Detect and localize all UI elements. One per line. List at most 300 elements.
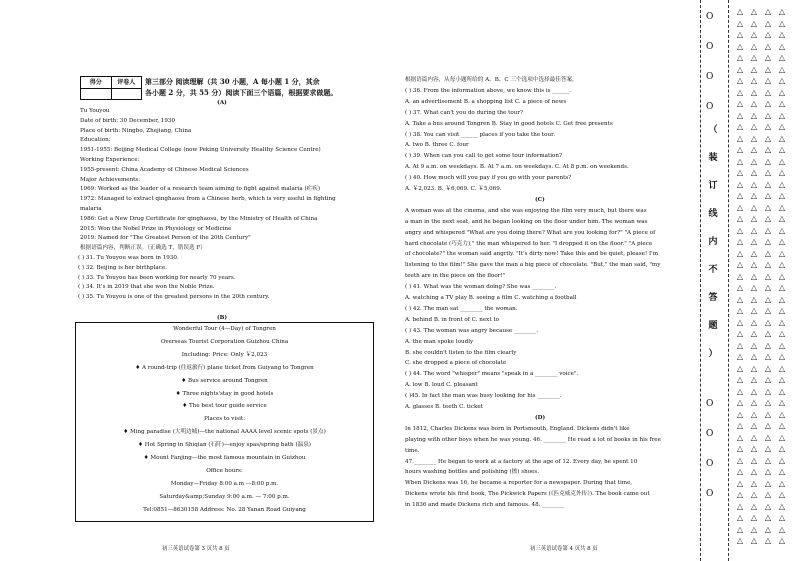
triangle-mark: △ bbox=[778, 179, 786, 189]
triangle-mark: △ bbox=[778, 363, 786, 373]
triangle-mark: △ bbox=[750, 294, 758, 304]
triangle-mark: △ bbox=[750, 386, 758, 396]
triangle-mark: △ bbox=[764, 386, 772, 396]
circle-mark: O bbox=[706, 429, 714, 439]
triangle-mark: △ bbox=[764, 53, 772, 62]
question-line: A. Take a bus around Tongren B. Stay in good hotels C. Get free presents bbox=[405, 120, 613, 127]
triangle-mark: △ bbox=[778, 444, 786, 453]
triangle-mark: △ bbox=[778, 156, 786, 166]
triangle-mark: △ bbox=[778, 64, 786, 74]
page-footer-right: 初三英语试卷第 4 页共 8 页 bbox=[530, 546, 598, 552]
question-line: time. bbox=[405, 447, 420, 454]
triangle-mark: △ bbox=[736, 145, 744, 154]
triangle-mark: △ bbox=[778, 421, 786, 430]
triangle-mark: △ bbox=[778, 87, 786, 97]
question-line: hours washing bottles and polishing (擦) shoes. bbox=[405, 469, 540, 476]
circle-mark: O bbox=[706, 42, 714, 52]
question-line: in 1836 and made Dickens rich and famous. 48. ________ bbox=[405, 502, 565, 509]
triangle-mark: △ bbox=[778, 41, 786, 51]
triangle-mark: △ bbox=[736, 260, 744, 269]
triangle-mark: △ bbox=[764, 30, 772, 39]
passage-line: Working Experience: bbox=[80, 157, 140, 163]
triangle-mark: △ bbox=[750, 202, 758, 212]
passage-line: 1986: Get a New Drug Certificate for qinghaosu, by the Ministry of Health of China bbox=[80, 215, 318, 222]
question-line: A. At 9 a.m. on weekdays. B. At 7 a.m. on weekdays. C. At 8 p.m. on weekends. bbox=[405, 164, 629, 171]
question-line: angry and whispered "What are you doing there? What are you looking for?" "A piece of bbox=[405, 229, 656, 236]
triangle-mark: △ bbox=[736, 225, 744, 235]
passage-line: 2015: Won the Nobel Prize in Physiology or Medicine bbox=[80, 225, 232, 232]
passage-line: Education: bbox=[80, 137, 111, 144]
triangle-mark: △ bbox=[750, 501, 758, 511]
question-line: C. she dropped a piece of chocolate bbox=[405, 360, 507, 367]
score-label: 得分 bbox=[81, 77, 112, 88]
triangle-mark: △ bbox=[764, 421, 772, 430]
triangle-mark: △ bbox=[750, 237, 758, 246]
triangle-mark: △ bbox=[736, 340, 744, 350]
triangle-mark: △ bbox=[764, 513, 772, 522]
triangle-mark: △ bbox=[764, 524, 772, 534]
triangle-mark: △ bbox=[764, 317, 772, 327]
triangle-mark: △ bbox=[750, 306, 758, 315]
tour-line: Including: Price: Only ￥2,023 bbox=[181, 351, 268, 358]
triangle-mark: △ bbox=[778, 168, 786, 177]
triangle-mark: △ bbox=[778, 409, 786, 419]
tour-line: ♦ Mount Fanjing—the most famous mountain in Guizhou bbox=[143, 455, 306, 461]
triangle-mark: △ bbox=[750, 7, 758, 16]
triangle-mark: △ bbox=[750, 363, 758, 373]
triangle-mark: △ bbox=[764, 122, 772, 131]
triangle-mark: △ bbox=[736, 329, 744, 338]
triangle-mark: △ bbox=[764, 168, 772, 177]
triangle-mark: △ bbox=[778, 455, 786, 465]
triangle-mark: △ bbox=[750, 375, 758, 384]
section-b-heading: (B) bbox=[216, 315, 228, 321]
triangle-mark: △ bbox=[736, 294, 744, 304]
question-line: ( ) 38. You can visit ______ places if you take the tour. bbox=[405, 131, 555, 138]
question-line: A. an advertisement B. a shopping list C. a piece of news bbox=[405, 98, 567, 105]
question-line: A. watching a TV play B. seeing a film C. watching a football bbox=[405, 295, 577, 301]
triangle-mark: △ bbox=[764, 271, 772, 281]
triangle-mark: △ bbox=[764, 156, 772, 166]
triangle-mark: △ bbox=[764, 455, 772, 465]
triangle-mark: △ bbox=[764, 444, 772, 453]
triangle-mark: △ bbox=[778, 490, 786, 499]
triangle-mark: △ bbox=[750, 271, 758, 281]
triangle-mark: △ bbox=[736, 513, 744, 522]
tour-line: Tel:0851—8630158 Address: No. 28 Yanan Road Guiyang bbox=[143, 506, 306, 513]
question-line: 根据语篇内容，从每小题所给的 A、B、C 三个选项中选择最佳答案。 bbox=[405, 77, 578, 83]
passage-line: Major Achievements: bbox=[80, 176, 141, 183]
triangle-mark: △ bbox=[750, 444, 758, 453]
question-line: ( ) 44. The word "whisper" means "speak in a ________ voice". bbox=[405, 371, 579, 378]
question-line: When Dickens was 16, he became a reporter for a newspaper. During that time, bbox=[405, 480, 633, 487]
triangle-mark: △ bbox=[764, 329, 772, 338]
triangle-mark: △ bbox=[778, 145, 786, 154]
triangle-mark: △ bbox=[750, 432, 758, 442]
triangle-mark: △ bbox=[736, 283, 744, 292]
tour-line: Overseas Tourist Corporation Guizhou China bbox=[160, 338, 289, 345]
triangle-mark: △ bbox=[764, 41, 772, 51]
triangle-mark: △ bbox=[750, 133, 758, 143]
triangle-mark: △ bbox=[778, 398, 786, 407]
triangle-mark: △ bbox=[764, 87, 772, 97]
tour-line: ♦ Bus service around Tongren bbox=[181, 377, 268, 384]
triangle-mark: △ bbox=[750, 122, 758, 131]
question-line: ( ) 36. From the information above, we know this is ______. bbox=[405, 87, 571, 94]
question-line: ( ) 40. How much will you pay if you go with your parents? bbox=[405, 175, 572, 182]
triangle-column-3 bbox=[764, 6, 772, 547]
triangle-mark: △ bbox=[750, 87, 758, 97]
triangle-mark: △ bbox=[778, 53, 786, 62]
passage-line: ( ) 33. Tu Youyou has been working for nearly 70 years. bbox=[78, 274, 236, 281]
triangle-mark: △ bbox=[736, 421, 744, 430]
triangle-mark: △ bbox=[750, 467, 758, 476]
binding-char: 不 bbox=[708, 265, 718, 275]
triangle-mark: △ bbox=[778, 99, 786, 108]
triangle-mark: △ bbox=[736, 64, 744, 74]
question-line: A. behind B. in front of C. next to bbox=[405, 316, 499, 323]
triangle-mark: △ bbox=[750, 455, 758, 465]
triangle-mark: △ bbox=[736, 53, 744, 62]
triangle-mark: △ bbox=[750, 478, 758, 488]
question-line: ( ) 43. The woman was angry because ________. bbox=[405, 327, 539, 334]
triangle-mark: △ bbox=[764, 352, 772, 361]
triangle-mark: △ bbox=[778, 513, 786, 522]
triangle-mark: △ bbox=[750, 260, 758, 269]
triangle-mark: △ bbox=[778, 294, 786, 304]
triangle-mark: △ bbox=[778, 133, 786, 143]
triangle-mark: △ bbox=[764, 7, 772, 16]
triangle-mark: △ bbox=[778, 306, 786, 315]
triangle-mark: △ bbox=[750, 283, 758, 292]
binding-char: 线 bbox=[708, 209, 718, 219]
triangle-mark: △ bbox=[764, 133, 772, 143]
binding-char: 答 bbox=[708, 293, 718, 303]
section-title bbox=[145, 76, 337, 98]
grader-label: 评卷人 bbox=[117, 79, 136, 86]
binding-line-1 bbox=[700, 0, 701, 561]
triangle-mark: △ bbox=[750, 53, 758, 62]
triangle-mark: △ bbox=[736, 363, 744, 373]
page-footer-left: 初三英语试卷第 3 页共 8 页 bbox=[162, 546, 230, 552]
triangle-mark: △ bbox=[778, 478, 786, 488]
triangle-mark: △ bbox=[750, 352, 758, 361]
score-box bbox=[80, 76, 142, 100]
triangle-mark: △ bbox=[764, 340, 772, 350]
triangle-mark: △ bbox=[736, 122, 744, 131]
left-page bbox=[72, 0, 372, 561]
section-a-heading: (A) bbox=[217, 100, 227, 106]
triangle-mark: △ bbox=[736, 168, 744, 177]
triangle-mark: △ bbox=[778, 524, 786, 534]
tour-advert-box bbox=[75, 322, 374, 522]
triangle-mark: △ bbox=[750, 30, 758, 39]
triangle-mark: △ bbox=[764, 490, 772, 499]
triangle-mark: △ bbox=[736, 110, 744, 120]
question-line: teeth are in the piece on the floor!" bbox=[405, 273, 506, 280]
triangle-mark: △ bbox=[736, 237, 744, 246]
question-line: Dickens wrote his first book, The Pickwick Papers (《匹克威克外传》). The book came out bbox=[405, 491, 650, 498]
triangle-mark: △ bbox=[736, 214, 744, 223]
triangle-mark: △ bbox=[736, 306, 744, 315]
triangle-mark: △ bbox=[778, 283, 786, 292]
triangle-mark: △ bbox=[778, 536, 786, 545]
triangle-column-4 bbox=[778, 6, 786, 547]
circle-mark: O bbox=[706, 72, 714, 82]
triangle-mark: △ bbox=[764, 110, 772, 120]
triangle-mark: △ bbox=[778, 329, 786, 338]
triangle-mark: △ bbox=[736, 99, 744, 108]
triangle-mark: △ bbox=[736, 501, 744, 511]
tour-line: Office hours: bbox=[206, 467, 243, 474]
passage-line: ( ) 35. Tu Youyou is one of the greatest persons in the 20th century. bbox=[78, 294, 270, 301]
tour-line: Wonderful Tour (4—Day) of Tongren bbox=[173, 326, 276, 332]
question-line: hard chocolate (巧克力)," the man whispered to her. "I dropped it on the floor." "A piece bbox=[405, 240, 653, 247]
triangle-mark: △ bbox=[778, 237, 786, 246]
question-line: a man in the next seat, and he began looking on the floor under him. The woman was bbox=[405, 218, 648, 225]
triangle-mark: △ bbox=[778, 501, 786, 511]
triangle-mark: △ bbox=[750, 168, 758, 177]
triangle-mark: △ bbox=[736, 76, 744, 85]
passage-line: 根据语篇内容，判断正误。（正确选 T，错误选 F） bbox=[80, 245, 206, 252]
question-line: ( ) 42. The man sat ________ the woman. bbox=[405, 305, 518, 312]
triangle-mark: △ bbox=[764, 99, 772, 108]
triangle-mark: △ bbox=[750, 41, 758, 51]
triangle-mark: △ bbox=[778, 248, 786, 258]
triangle-mark: △ bbox=[736, 478, 744, 488]
triangle-mark: △ bbox=[764, 214, 772, 223]
triangle-mark: △ bbox=[750, 18, 758, 28]
triangle-mark: △ bbox=[736, 398, 744, 407]
tour-line: Monday—Friday 8:00 a.m —8:00 p.m. bbox=[170, 480, 279, 487]
triangle-mark: △ bbox=[764, 225, 772, 235]
circle-mark: O bbox=[706, 102, 714, 112]
question-line: 47.________ He began to work at a factory at the age of 12. Every day, he spent 10 bbox=[405, 458, 638, 465]
triangle-mark: △ bbox=[736, 7, 744, 16]
question-line: ( )45. In fact the man was busy looking for his ________. bbox=[405, 393, 562, 400]
passage-line: 1955-present: China Academy of Chinese Medical Sciences bbox=[80, 166, 249, 173]
triangle-mark: △ bbox=[750, 317, 758, 327]
triangle-mark: △ bbox=[764, 202, 772, 212]
triangle-mark: △ bbox=[736, 248, 744, 258]
tour-line: ♦ Three nights'stay in good hotels bbox=[175, 390, 274, 397]
triangle-mark: △ bbox=[778, 18, 786, 28]
triangle-mark: △ bbox=[750, 409, 758, 419]
question-line: listening to the film!" She gave the man a big piece of chocolate. "But," the man said, "my bbox=[405, 262, 661, 269]
triangle-mark: △ bbox=[778, 386, 786, 396]
triangle-mark: △ bbox=[764, 375, 772, 384]
question-line: In 1812, Charles Dickens was born in Portsmouth, England. Dickens didn't like bbox=[405, 425, 630, 432]
question-line: (C) bbox=[535, 196, 545, 203]
triangle-mark: △ bbox=[736, 375, 744, 384]
question-line: A. ￥2,023. B. ￥6,069. C. ￥5,069. bbox=[405, 186, 502, 192]
triangle-mark: △ bbox=[736, 386, 744, 396]
triangle-mark: △ bbox=[778, 260, 786, 269]
tour-line: ♦ Ming paradise (大明边城)—the national AAAA level scenic spots (景点) bbox=[123, 429, 326, 436]
triangle-mark: △ bbox=[750, 490, 758, 499]
triangle-mark: △ bbox=[778, 76, 786, 85]
question-line: A. the man spoke loudly bbox=[405, 338, 474, 345]
question-line: A woman was at the cinema, and she was enjoying the film very much, but there was bbox=[405, 207, 647, 214]
triangle-column-2 bbox=[750, 6, 758, 547]
triangle-mark: △ bbox=[736, 202, 744, 212]
question-line: A. two B. three C. four bbox=[405, 142, 469, 149]
triangle-mark: △ bbox=[736, 536, 744, 545]
binding-char: （ bbox=[708, 125, 718, 135]
triangle-mark: △ bbox=[764, 283, 772, 292]
triangle-mark: △ bbox=[778, 375, 786, 384]
question-line: playing with other boys when he was young. 46. ________ He read a lot of books in his free bbox=[405, 436, 661, 443]
passage-line: Place of birth: Ningbo, Zhejiang, China bbox=[80, 127, 192, 134]
triangle-mark: △ bbox=[736, 133, 744, 143]
triangle-mark: △ bbox=[778, 110, 786, 120]
binding-margin bbox=[688, 0, 794, 561]
triangle-column-1 bbox=[736, 6, 744, 547]
passage-line: 2019: Named for "The Greatest Person of the 20th Century" bbox=[80, 235, 251, 242]
question-line: ( ) 37. What can't you do during the tour? bbox=[405, 109, 524, 116]
triangle-mark: △ bbox=[764, 248, 772, 258]
triangle-mark: △ bbox=[778, 432, 786, 442]
triangle-mark: △ bbox=[736, 191, 744, 200]
triangle-mark: △ bbox=[736, 467, 744, 476]
passage-line: 1969: Worked as the leader of a research team aiming to fight against malaria (疟疾) bbox=[80, 186, 321, 193]
binding-char: 题 bbox=[708, 321, 718, 331]
triangle-mark: △ bbox=[764, 306, 772, 315]
triangle-mark: △ bbox=[750, 110, 758, 120]
binding-char: 装 bbox=[708, 153, 718, 163]
triangle-mark: △ bbox=[764, 398, 772, 407]
question-line: A. glasses B. teeth C. ticket bbox=[405, 404, 483, 410]
triangle-mark: △ bbox=[764, 409, 772, 419]
triangle-mark: △ bbox=[750, 421, 758, 430]
triangle-mark: △ bbox=[778, 317, 786, 327]
passage-line: Tu Youyou bbox=[80, 108, 110, 114]
triangle-mark: △ bbox=[764, 18, 772, 28]
triangle-mark: △ bbox=[778, 352, 786, 361]
triangle-mark: △ bbox=[778, 271, 786, 281]
triangle-mark: △ bbox=[736, 18, 744, 28]
passage-line: Date of birth: 30 December, 1930 bbox=[80, 117, 176, 124]
triangle-mark: △ bbox=[750, 225, 758, 235]
triangle-mark: △ bbox=[778, 467, 786, 476]
circle-mark: O bbox=[706, 399, 714, 409]
triangle-mark: △ bbox=[764, 64, 772, 74]
passage-line: ( ) 32. Beijing is her birthplace. bbox=[78, 264, 167, 271]
triangle-mark: △ bbox=[736, 432, 744, 442]
triangle-mark: △ bbox=[764, 432, 772, 442]
triangle-mark: △ bbox=[764, 363, 772, 373]
triangle-mark: △ bbox=[778, 122, 786, 131]
triangle-mark: △ bbox=[736, 352, 744, 361]
triangle-mark: △ bbox=[764, 76, 772, 85]
tour-line: Saturday&amp;Sunday 9:00 a.m. — 7:00 p.m. bbox=[159, 493, 290, 500]
triangle-mark: △ bbox=[736, 179, 744, 189]
triangle-mark: △ bbox=[750, 191, 758, 200]
passage-line: 1951-1955: Beijing Medical College (now Peking University Healthy Science Centre) bbox=[80, 147, 321, 154]
triangle-mark: △ bbox=[736, 524, 744, 534]
tour-line: ♦ A round-trip (往返旅行) plane ticket from Guiyang to Tongren bbox=[135, 364, 314, 371]
circle-mark: O bbox=[706, 489, 714, 499]
triangle-mark: △ bbox=[736, 490, 744, 499]
passage-line: malaria bbox=[80, 206, 102, 212]
triangle-mark: △ bbox=[764, 191, 772, 200]
triangle-mark: △ bbox=[764, 536, 772, 545]
triangle-mark: △ bbox=[764, 467, 772, 476]
triangle-mark: △ bbox=[750, 248, 758, 258]
section-title-line-1: 第三部分 阅读理解（共 30 小题，A 每小题 1 分，其余 bbox=[145, 77, 320, 86]
right-page bbox=[405, 0, 675, 561]
triangle-mark: △ bbox=[750, 179, 758, 189]
passage-line: ( ) 31. Tu Youyou was born in 1930. bbox=[78, 255, 179, 261]
triangle-mark: △ bbox=[750, 513, 758, 522]
triangle-mark: △ bbox=[750, 156, 758, 166]
triangle-mark: △ bbox=[750, 329, 758, 338]
question-line: B. she couldn't listen to the film clearly bbox=[405, 349, 517, 356]
binding-char: ） bbox=[708, 349, 718, 359]
triangle-mark: △ bbox=[778, 191, 786, 200]
question-line: (D) bbox=[535, 414, 546, 421]
triangle-mark: △ bbox=[750, 536, 758, 545]
tour-line: ♦ Hot Spring in Shiqian (石阡)—enjoy spas/spring bath (温泉) bbox=[138, 442, 311, 449]
triangle-mark: △ bbox=[736, 455, 744, 465]
triangle-mark: △ bbox=[750, 398, 758, 407]
triangle-mark: △ bbox=[764, 478, 772, 488]
triangle-mark: △ bbox=[778, 30, 786, 39]
triangle-mark: △ bbox=[778, 214, 786, 223]
triangle-mark: △ bbox=[750, 340, 758, 350]
triangle-mark: △ bbox=[736, 271, 744, 281]
triangle-mark: △ bbox=[778, 340, 786, 350]
passage-line: ( ) 34. It's in 2019 that she won the Noble Prize. bbox=[78, 284, 215, 291]
passage-line: 1972: Managed to extract qinghaosu from a Chinese herb, which is very useful in fighting bbox=[80, 196, 336, 203]
triangle-mark: △ bbox=[750, 524, 758, 534]
triangle-mark: △ bbox=[764, 145, 772, 154]
question-line: of chocolate?" the woman said angrily. "It's dirty now! Take this and be quiet, please! I'm bbox=[405, 251, 659, 258]
triangle-mark: △ bbox=[764, 501, 772, 511]
triangle-mark: △ bbox=[778, 225, 786, 235]
triangle-mark: △ bbox=[736, 156, 744, 166]
tour-line: Places to visit: bbox=[203, 416, 246, 423]
triangle-mark: △ bbox=[750, 76, 758, 85]
triangle-mark: △ bbox=[778, 202, 786, 212]
question-line: ( ) 41. What was the woman doing? She was ________. bbox=[405, 284, 557, 291]
binding-char: 内 bbox=[708, 237, 718, 247]
triangle-mark: △ bbox=[750, 99, 758, 108]
triangle-mark: △ bbox=[778, 7, 786, 16]
question-line: A. low B. loud C. pleasant bbox=[405, 382, 478, 389]
score-cell[interactable] bbox=[81, 89, 112, 100]
binding-line-2 bbox=[728, 0, 729, 561]
binding-char: 订 bbox=[708, 181, 718, 191]
triangle-mark: △ bbox=[750, 145, 758, 154]
triangle-mark: △ bbox=[764, 294, 772, 304]
grader-cell[interactable] bbox=[112, 89, 142, 100]
question-line: ( ) 39. When can you call to get some tour information? bbox=[405, 153, 562, 160]
triangle-mark: △ bbox=[736, 444, 744, 453]
triangle-mark: △ bbox=[736, 30, 744, 39]
triangle-mark: △ bbox=[764, 237, 772, 246]
triangle-mark: △ bbox=[736, 409, 744, 419]
triangle-mark: △ bbox=[750, 64, 758, 74]
triangle-mark: △ bbox=[736, 87, 744, 97]
section-title-line-2: 各小题 2 分，共 55 分）阅读下面三个语篇，根据要求做题。 bbox=[145, 88, 338, 97]
circle-mark: O bbox=[706, 459, 714, 469]
triangle-mark: △ bbox=[736, 41, 744, 51]
triangle-mark: △ bbox=[764, 179, 772, 189]
tour-line: ♦ The best tour guide service bbox=[182, 403, 267, 410]
triangle-mark: △ bbox=[736, 317, 744, 327]
triangle-mark: △ bbox=[750, 214, 758, 223]
